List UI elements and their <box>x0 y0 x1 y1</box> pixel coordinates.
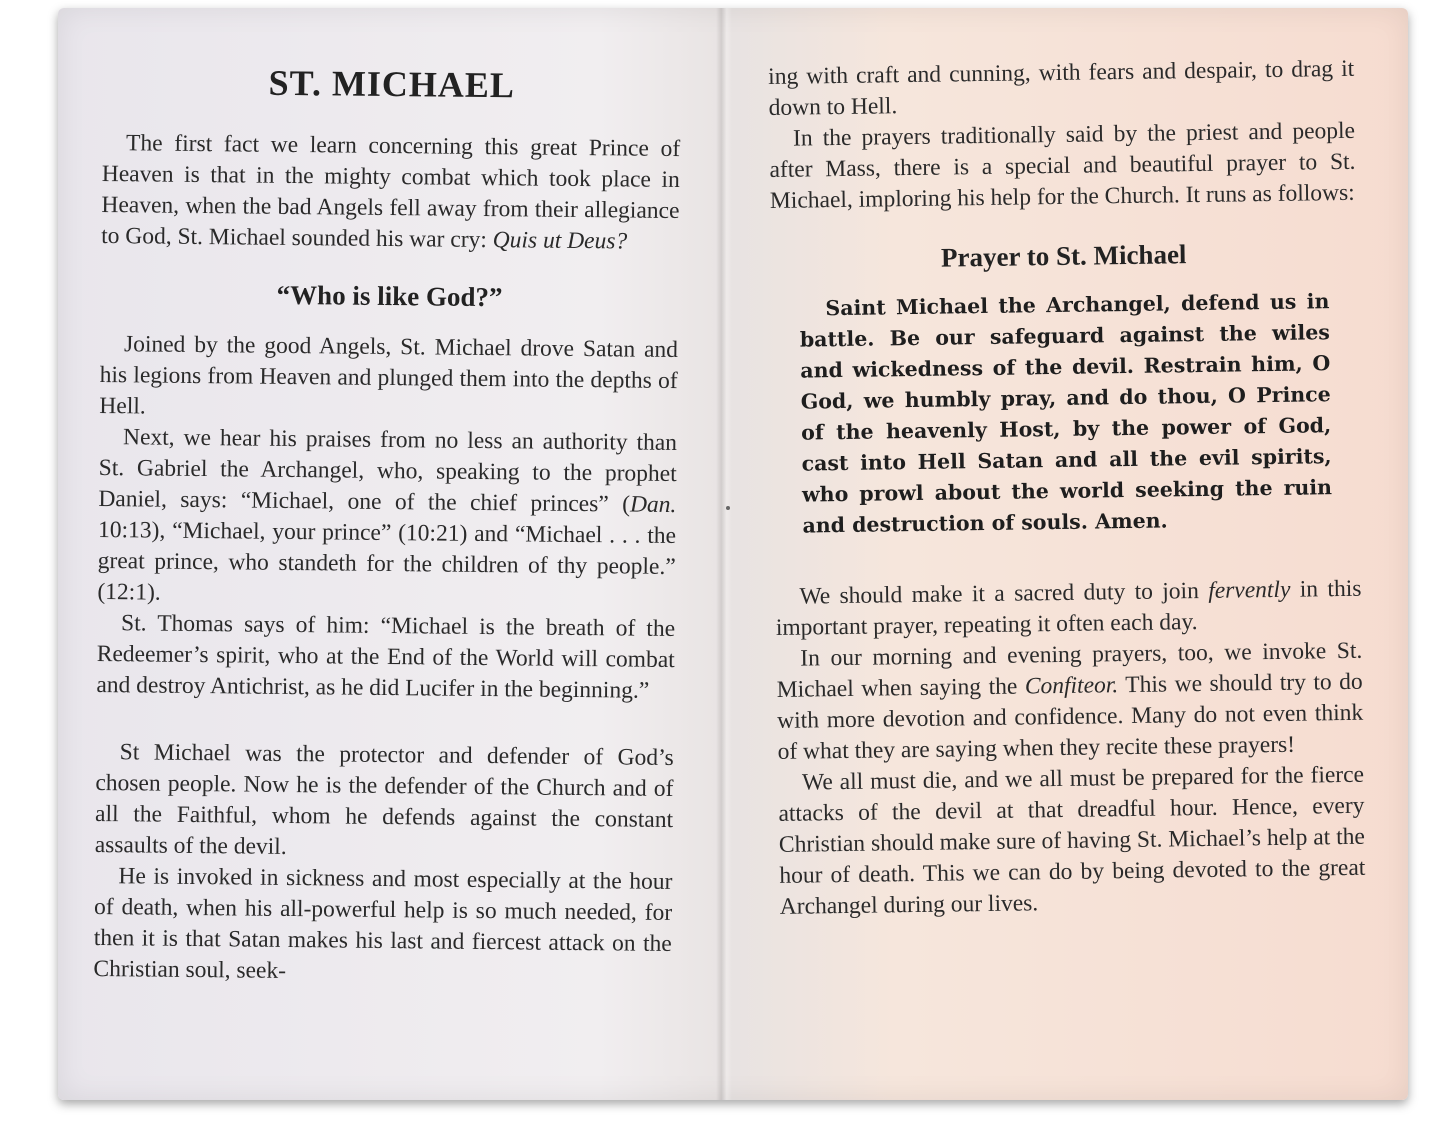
word-confiteor: Confiteor. <box>1024 672 1119 700</box>
paragraph-prayers-after-mass: In the prayers traditionally said by the priest and people after Mass, there is a special and beautiful prayer to St. Michael, imploring his help for the Church. It runs as follows: <box>769 117 1356 214</box>
paragraph-gabriel <box>97 422 677 614</box>
subheading-who-is-like-god: “Who is like God?” <box>276 279 503 313</box>
paragraph-gabriel-text-c: 10:13), “Michael, your prince” (10:21) and “Michael . . . the great prince, who standeth for the children of thy people.” (12:1). <box>97 516 677 606</box>
left-page <box>93 60 681 991</box>
paragraph-invoked: He is invoked in sickness and most especially at the hour of death, when his all-powerful help is so much needed, for then it is that Satan makes his last and fiercest attack on the Christian soul, seek- <box>93 863 673 984</box>
paragraph-joined: Joined by the good Angels, St. Michael drove Satan and his legions from Heaven and plunged them into the depths of Hell. <box>99 331 679 420</box>
citation-dan: Dan. <box>629 491 677 519</box>
paragraph-confiteor <box>776 636 1364 768</box>
war-cry-latin: Quis ut Deus? <box>492 227 628 255</box>
paragraph-thomas: St. Thomas says of him: “Michael is the breath of the Redeemer’s spirit, who at the End of the World will combat and destroy Antichrist, as he did Lucifer in the beginning.” <box>96 610 676 704</box>
paragraph-gabriel-text-a: Next, we hear his praises from no less an authority than St. Gabriel the Archangel, who, speaking to the prophet Daniel, says: “Michael, one of the chief princes” ( <box>98 424 678 518</box>
paragraph-protector: St Michael was the protector and defender of God’s chosen people. Now he is the defender of the Church and of all the Faithful, whom he defends against the constant assaults of the devil. <box>94 739 674 860</box>
paragraph-continued: ing with craft and cunning, with fears and despair, to drag it down to Hell. <box>768 55 1355 121</box>
prayer-text: Saint Michael the Archangel, defend us in battle. Be our safeguard against the wiles and wickedness of the devil. Restrain him, O God, we humbly pray, and do thou, O Prince of the heavenly Host, by the power of God, cast into Hell Satan and all the evil spirits, who prowl about the world seeking the ruin and destruction of souls. Amen. <box>799 289 1333 538</box>
right-page <box>768 54 1366 923</box>
paragraph-intro-text: The first fact we learn concerning this great Prince of Heaven is that in the mighty combat which took place in Heaven, when the bad Angels fell away from their allegiance to God, St. Michael sounded his war cry: <box>101 130 681 254</box>
paragraph-duty-text-c: in this important prayer, repeating it often each day. <box>775 575 1362 641</box>
paragraph-intro <box>101 128 680 258</box>
paragraph-duty-text-a: We should make it a sacred duty to join <box>799 577 1209 610</box>
paragraph-must-die: We all must die, and we all must be prepared for the fierce attacks of the devil at that dreadful hour. Hence, every Christian should make sure of having St. Michael’s help at the hour of death. This we can do by being devoted to the great Archangel during our lives. <box>778 761 1366 920</box>
word-fervently: fervently <box>1208 576 1291 604</box>
fold-dot <box>726 506 730 510</box>
page-title: ST. MICHAEL <box>268 62 516 106</box>
subheading-prayer: Prayer to St. Michael <box>940 239 1187 273</box>
paragraph-confiteor-text-a: In our morning and evening prayers, too, we invoke St. Michael when saying the <box>776 637 1363 703</box>
booklet-fold <box>716 8 732 1100</box>
paragraph-confiteor-text-c: This we should try to do with more devotion and confidence. Many do not even think of what they are saying when they recite these prayers! <box>777 668 1364 765</box>
paragraph-duty <box>775 574 1362 644</box>
